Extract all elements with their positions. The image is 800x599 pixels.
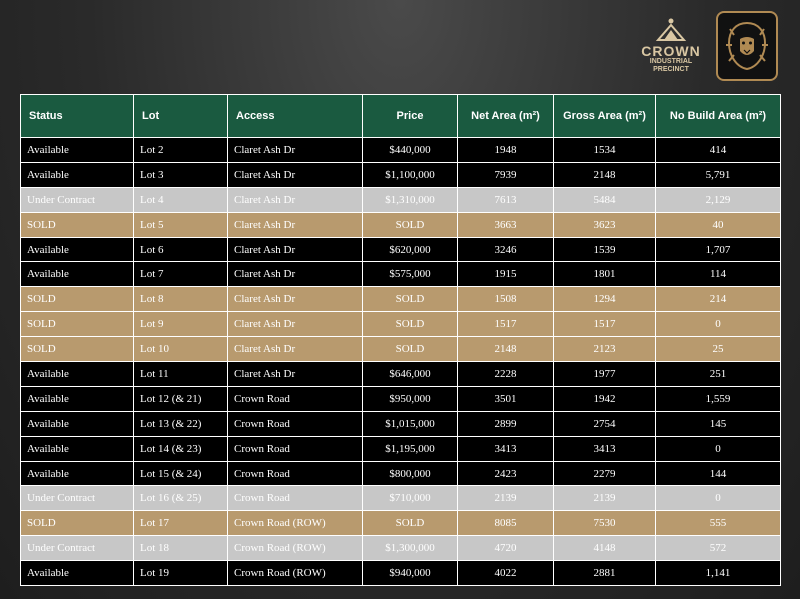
cell-no-build-area: 25 [656,337,781,362]
cell-access: Claret Ash Dr [228,237,363,262]
cell-net-area: 4720 [458,536,554,561]
cell-no-build-area: 145 [656,411,781,436]
cell-lot: Lot 13 (& 22) [134,411,228,436]
cell-lot: Lot 10 [134,337,228,362]
cell-no-build-area: 214 [656,287,781,312]
cell-status: Available [21,162,134,187]
cell-no-build-area: 0 [656,312,781,337]
logo-area [640,10,778,82]
cell-access: Crown Road [228,436,363,461]
cell-lot: Lot 3 [134,162,228,187]
cell-lot: Lot 4 [134,187,228,212]
table-row [21,187,781,212]
cell-status: Available [21,362,134,387]
cell-net-area: 2228 [458,362,554,387]
cell-status: Available [21,386,134,411]
cell-price: SOLD [363,511,458,536]
cell-access: Claret Ash Dr [228,138,363,163]
cell-net-area: 8085 [458,511,554,536]
cell-status: Under Contract [21,187,134,212]
cell-access: Claret Ash Dr [228,262,363,287]
cell-price: $710,000 [363,486,458,511]
cell-status: Available [21,411,134,436]
cell-net-area: 3663 [458,212,554,237]
cell-no-build-area: 0 [656,486,781,511]
lion-head-icon [724,19,770,73]
cell-lot: Lot 5 [134,212,228,237]
cell-access: Claret Ash Dr [228,312,363,337]
cell-no-build-area: 555 [656,511,781,536]
header-row [21,95,781,138]
brand-subtitle-line1: INDUSTRIAL [649,58,693,65]
cell-gross-area: 2881 [554,561,656,586]
cell-gross-area: 2123 [554,337,656,362]
cell-net-area: 1915 [458,262,554,287]
cell-status: Available [21,561,134,586]
cell-gross-area: 1977 [554,362,656,387]
cell-net-area: 7613 [458,187,554,212]
cell-price: $1,300,000 [363,536,458,561]
cell-access: Crown Road [228,461,363,486]
cell-price: $1,100,000 [363,162,458,187]
cell-no-build-area: 0 [656,436,781,461]
table-row [21,511,781,536]
cell-price: $1,015,000 [363,411,458,436]
cell-status: SOLD [21,511,134,536]
header-access: Access [228,95,363,138]
cell-status: Under Contract [21,486,134,511]
cell-access: Crown Road (ROW) [228,511,363,536]
cell-no-build-area: 1,707 [656,237,781,262]
table-row [21,337,781,362]
cell-access: Claret Ash Dr [228,337,363,362]
cell-status: SOLD [21,312,134,337]
table-row [21,411,781,436]
header-no-build-area: No Build Area (m²) [656,95,781,138]
cell-price: SOLD [363,337,458,362]
cell-status: Under Contract [21,536,134,561]
cell-price: $800,000 [363,461,458,486]
cell-no-build-area: 2,129 [656,187,781,212]
cell-no-build-area: 1,559 [656,386,781,411]
pyramid-icon [654,18,688,42]
header-price: Price [363,95,458,138]
cell-access: Claret Ash Dr [228,362,363,387]
cell-gross-area: 3623 [554,212,656,237]
cell-price: $1,310,000 [363,187,458,212]
table-row [21,262,781,287]
cell-lot: Lot 19 [134,561,228,586]
cell-net-area: 2148 [458,337,554,362]
cell-net-area: 3246 [458,237,554,262]
table-row [21,237,781,262]
cell-net-area: 4022 [458,561,554,586]
cell-net-area: 2899 [458,411,554,436]
table-row [21,362,781,387]
cell-no-build-area: 572 [656,536,781,561]
table-row [21,212,781,237]
cell-lot: Lot 9 [134,312,228,337]
cell-price: SOLD [363,287,458,312]
cell-lot: Lot 2 [134,138,228,163]
cell-gross-area: 1539 [554,237,656,262]
cell-net-area: 3501 [458,386,554,411]
cell-lot: Lot 16 (& 25) [134,486,228,511]
cell-lot: Lot 7 [134,262,228,287]
cell-gross-area: 3413 [554,436,656,461]
cell-price: $575,000 [363,262,458,287]
cell-status: Available [21,262,134,287]
cell-no-build-area: 144 [656,461,781,486]
table-row [21,561,781,586]
cell-price: $440,000 [363,138,458,163]
brand-subtitle-line2: PRECINCT [653,66,689,73]
cell-gross-area: 2279 [554,461,656,486]
cell-gross-area: 1294 [554,287,656,312]
cell-lot: Lot 12 (& 21) [134,386,228,411]
table-row [21,436,781,461]
cell-net-area: 2423 [458,461,554,486]
cell-status: Available [21,436,134,461]
cell-price: SOLD [363,212,458,237]
table-header [21,95,781,138]
lot-pricing-table [20,94,781,586]
cell-no-build-area: 114 [656,262,781,287]
cell-no-build-area: 1,141 [656,561,781,586]
table-row [21,162,781,187]
cell-status: SOLD [21,212,134,237]
cell-gross-area: 7530 [554,511,656,536]
table-body [21,138,781,586]
cell-status: Available [21,138,134,163]
lion-logo [716,11,778,81]
cell-no-build-area: 414 [656,138,781,163]
cell-gross-area: 1801 [554,262,656,287]
cell-gross-area: 2139 [554,486,656,511]
cell-gross-area: 1517 [554,312,656,337]
cell-no-build-area: 40 [656,212,781,237]
cell-price: $940,000 [363,561,458,586]
cell-lot: Lot 17 [134,511,228,536]
cell-gross-area: 1534 [554,138,656,163]
cell-net-area: 1948 [458,138,554,163]
cell-no-build-area: 5,791 [656,162,781,187]
header-net-area: Net Area (m²) [458,95,554,138]
cell-net-area: 7939 [458,162,554,187]
cell-price: $1,195,000 [363,436,458,461]
cell-status: SOLD [21,287,134,312]
cell-no-build-area: 251 [656,362,781,387]
cell-price: $646,000 [363,362,458,387]
cell-gross-area: 4148 [554,536,656,561]
header-status: Status [21,95,134,138]
table-row [21,312,781,337]
cell-status: Available [21,461,134,486]
header-gross-area: Gross Area (m²) [554,95,656,138]
table-row [21,461,781,486]
table-row [21,138,781,163]
cell-lot: Lot 15 (& 24) [134,461,228,486]
table-row [21,486,781,511]
table-row [21,536,781,561]
cell-access: Crown Road (ROW) [228,536,363,561]
cell-net-area: 3413 [458,436,554,461]
cell-access: Claret Ash Dr [228,162,363,187]
cell-lot: Lot 6 [134,237,228,262]
cell-lot: Lot 11 [134,362,228,387]
cell-price: SOLD [363,312,458,337]
cell-gross-area: 1942 [554,386,656,411]
cell-price: $950,000 [363,386,458,411]
cell-status: Available [21,237,134,262]
cell-status: SOLD [21,337,134,362]
cell-access: Claret Ash Dr [228,187,363,212]
brand-name: CROWN [641,43,701,59]
cell-lot: Lot 18 [134,536,228,561]
cell-access: Crown Road [228,386,363,411]
cell-lot: Lot 14 (& 23) [134,436,228,461]
table-row [21,386,781,411]
header-lot: Lot [134,95,228,138]
cell-net-area: 1508 [458,287,554,312]
cell-net-area: 2139 [458,486,554,511]
cell-lot: Lot 8 [134,287,228,312]
cell-price: $620,000 [363,237,458,262]
cell-net-area: 1517 [458,312,554,337]
cell-access: Crown Road [228,411,363,436]
cell-gross-area: 5484 [554,187,656,212]
cell-access: Claret Ash Dr [228,212,363,237]
table-row [21,287,781,312]
cell-gross-area: 2754 [554,411,656,436]
cell-access: Claret Ash Dr [228,287,363,312]
cell-access: Crown Road [228,486,363,511]
cell-gross-area: 2148 [554,162,656,187]
cell-access: Crown Road (ROW) [228,561,363,586]
crown-industrial-precinct-logo [640,18,702,74]
